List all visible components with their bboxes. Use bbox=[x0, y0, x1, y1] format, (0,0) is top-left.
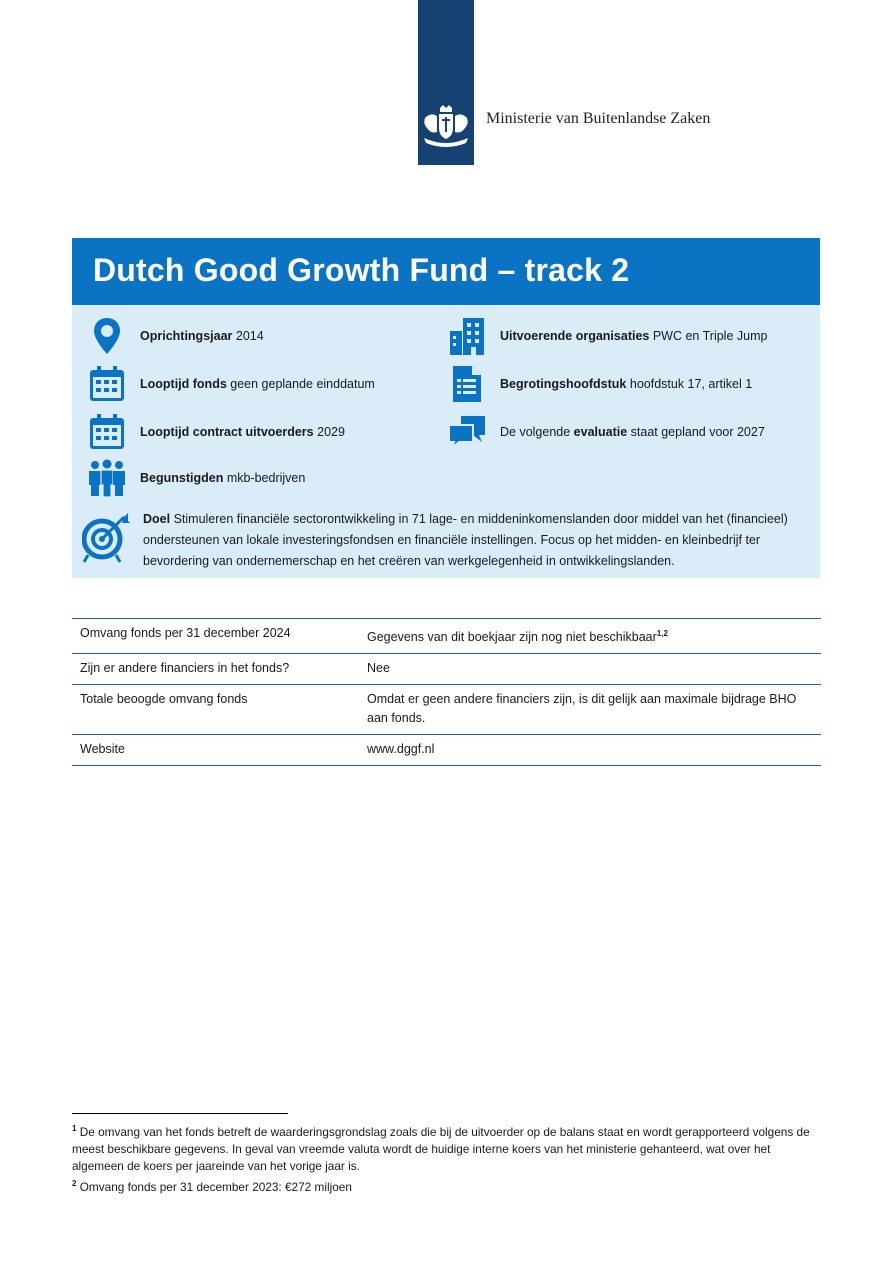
website-link[interactable]: www.dggf.nl bbox=[359, 735, 821, 766]
oprichtingsjaar-label: Oprichtingsjaar bbox=[140, 329, 233, 343]
footnote-text: De omvang van het fonds betreft de waarderingsgrondslag zoals die bij de uitvoerder op de balans staat en wordt gerapporteerd volgens de meest beschikbare gegevens. In geval van vreemde valuta wordt de huidige interne koers van het ministerie gehanteerd, wat over het algemeen de koers per jaareinde van het vorige jaar is. bbox=[72, 1124, 810, 1173]
begunstigden-label: Begunstigden bbox=[140, 471, 224, 485]
uitvoerende-value: PWC en Triple Jump bbox=[649, 329, 768, 343]
looptijd-contract-label: Looptijd contract uitvoerders bbox=[140, 425, 314, 439]
table-cell-value: Nee bbox=[359, 654, 821, 685]
speech-bubbles-icon bbox=[448, 413, 486, 451]
info-panel bbox=[72, 305, 820, 578]
page-title: Dutch Good Growth Fund – track 2 bbox=[93, 252, 630, 288]
calendar-icon bbox=[88, 413, 126, 451]
looptijd-fonds-label: Looptijd fonds bbox=[140, 377, 227, 391]
calendar-icon bbox=[88, 365, 126, 403]
title-banner bbox=[72, 238, 820, 305]
table-cell-label: Zijn er andere financiers in het fonds? bbox=[72, 654, 359, 685]
footnote-reference: 1,2 bbox=[656, 629, 668, 638]
footnote-1 bbox=[72, 1120, 824, 1175]
evaluatie-prefix: De volgende bbox=[500, 425, 574, 439]
table-row bbox=[72, 735, 821, 766]
uitvoerende-label: Uitvoerende organisaties bbox=[500, 329, 650, 343]
table-cell-label: Omvang fonds per 31 december 2024 bbox=[72, 619, 359, 654]
footnote-divider bbox=[72, 1113, 288, 1114]
footnote-text: Omvang fonds per 31 december 2023: €272 miljoen bbox=[76, 1179, 352, 1194]
looptijd-fonds-value: geen geplande einddatum bbox=[226, 377, 375, 391]
table-row bbox=[72, 654, 821, 685]
info-begunstigden bbox=[88, 459, 305, 497]
doel-value: Stimuleren financiële sectorontwikkeling in 71 lage- en middeninkomenslanden door middel van het (financieel) ondersteunen van lokale investeringsfondsen en financiële instellingen. Focus op het midden- en kleinbedrijf ter bevordering van ondernemerschap en het creëren van werkgelegenheid in ontwikkelingslanden. bbox=[143, 512, 788, 568]
table-cell-label: Totale beoogde omvang fonds bbox=[72, 685, 359, 735]
omvang-value: Gegevens van dit boekjaar zijn nog niet beschikbaar bbox=[367, 630, 657, 645]
footnote-2 bbox=[72, 1175, 824, 1196]
footnote-number: 1 bbox=[72, 1124, 77, 1133]
evaluatie-label: evaluatie bbox=[573, 425, 628, 439]
location-pin-icon bbox=[88, 317, 126, 355]
people-group-icon bbox=[88, 459, 126, 497]
begunstigden-value: mkb-bedrijven bbox=[223, 471, 306, 485]
info-uitvoerende-organisaties bbox=[448, 317, 767, 355]
ministry-logo-bar bbox=[418, 0, 474, 165]
table-row bbox=[72, 685, 821, 735]
info-evaluatie bbox=[448, 413, 765, 451]
evaluatie-suffix: staat gepland voor 2027 bbox=[627, 425, 765, 439]
table-cell-label: Website bbox=[72, 735, 359, 766]
office-building-icon bbox=[448, 317, 486, 355]
begroting-value: hoofdstuk 17, artikel 1 bbox=[626, 377, 753, 391]
info-begrotingshoofdstuk bbox=[448, 365, 752, 403]
doel-label: Doel bbox=[143, 512, 171, 526]
fund-details-table bbox=[72, 618, 821, 766]
table-row bbox=[72, 619, 821, 654]
info-looptijd-fonds bbox=[88, 365, 375, 403]
coat-of-arms-icon bbox=[421, 104, 471, 150]
info-looptijd-contract bbox=[88, 413, 345, 451]
target-icon bbox=[82, 511, 132, 568]
footnote-number: 2 bbox=[72, 1178, 77, 1188]
looptijd-contract-value: 2029 bbox=[313, 425, 345, 439]
footnotes bbox=[72, 1120, 824, 1196]
begroting-label: Begrotingshoofdstuk bbox=[500, 377, 627, 391]
document-icon bbox=[448, 365, 486, 403]
oprichtingsjaar-value: 2014 bbox=[232, 329, 264, 343]
info-oprichtingsjaar bbox=[88, 317, 264, 355]
ministry-name: Ministerie van Buitenlandse Zaken bbox=[486, 110, 711, 127]
table-cell-value bbox=[359, 619, 821, 654]
table-cell-value: Omdat er geen andere financiers zijn, is dit gelijk aan maximale bijdrage BHO aan fonds. bbox=[359, 685, 821, 735]
